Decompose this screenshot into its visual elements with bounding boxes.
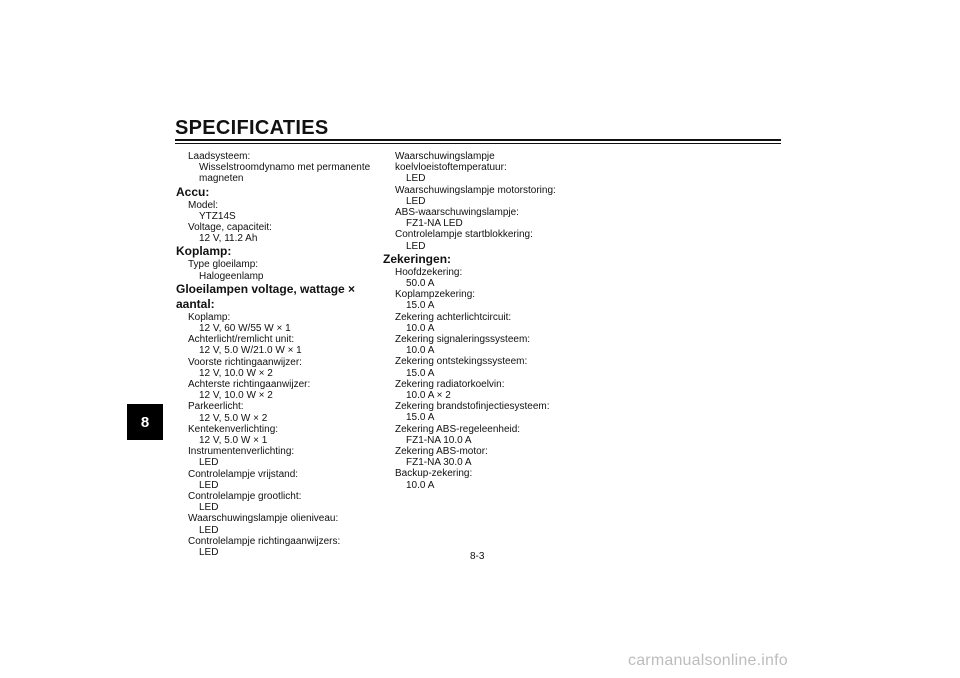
spec-label: Zekering signaleringssysteem: <box>395 334 531 346</box>
spec-value: 10.0 A <box>406 345 435 357</box>
spec-value: 15.0 A <box>406 300 435 312</box>
spec-value: LED <box>406 173 426 185</box>
spec-label: Voltage, capaciteit: <box>188 222 272 234</box>
spec-section: Gloeilampen voltage, wattage × aantal: <box>176 281 356 311</box>
spec-value: LED <box>199 524 219 536</box>
spec-label: Koplampzekering: <box>395 289 476 301</box>
spec-label: ABS-waarschuwingslampje: <box>395 207 519 219</box>
spec-value: 12 V, 5.0 W/21.0 W × 1 <box>199 345 302 357</box>
spec-label: Instrumentenverlichting: <box>188 446 295 458</box>
spec-label: Type gloeilamp: <box>188 259 259 271</box>
spec-value: LED <box>199 457 219 469</box>
spec-label: Achterlicht/remlicht unit: <box>188 334 295 346</box>
spec-label: Controlelampje startblokkering: <box>395 229 533 241</box>
spec-label: Zekering radiatorkoelvin: <box>395 378 505 390</box>
spec-section: Accu: <box>176 184 210 199</box>
page-title: SPECIFICATIES <box>175 117 329 139</box>
spec-label: Waarschuwingslampje <box>395 151 495 162</box>
spec-value: 12 V, 11.2 Ah <box>199 233 258 245</box>
chapter-tab <box>127 404 163 440</box>
chapter-tab-number: 8 <box>140 413 150 431</box>
spec-value: 10.0 A <box>406 479 435 491</box>
spec-label: Model: <box>188 199 219 211</box>
spec-value: LED <box>406 195 426 207</box>
page-number: 8-3 <box>470 551 485 562</box>
spec-section: Zekeringen: <box>383 251 452 266</box>
title-rule-thick <box>175 139 781 141</box>
spec-label: Zekering ABS-regeleenheid: <box>395 423 521 435</box>
spec-column-right <box>383 151 583 491</box>
spec-value: FZ1-NA LED <box>406 218 463 230</box>
spec-value: magneten <box>199 173 244 185</box>
spec-label: Parkeerlicht: <box>188 401 244 413</box>
spec-label: Zekering achterlichtcircuit: <box>395 311 512 323</box>
watermark: carmanualsonline.info <box>628 652 788 669</box>
spec-value: 50.0 A <box>406 278 435 290</box>
spec-label: Zekering ontstekingssysteem: <box>395 356 528 368</box>
spec-value: LED <box>199 547 219 559</box>
spec-value: 10.0 A <box>406 322 435 334</box>
spec-value: 12 V, 5.0 W × 2 <box>199 412 268 424</box>
spec-label: Waarschuwingslampje motorstoring: <box>395 184 556 196</box>
spec-value: LED <box>199 479 219 491</box>
spec-column-left <box>176 151 376 558</box>
spec-value: 15.0 A <box>406 412 435 424</box>
spec-label: Zekering brandstofinjectiesysteem: <box>395 401 550 413</box>
spec-value: 12 V, 60 W/55 W × 1 <box>199 323 291 335</box>
spec-value: 10.0 A × 2 <box>406 390 451 402</box>
spec-section: Koplamp: <box>176 244 232 259</box>
spec-value: 12 V, 10.0 W × 2 <box>199 367 273 379</box>
spec-value: 12 V, 10.0 W × 2 <box>199 390 273 402</box>
spec-value: LED <box>406 240 426 252</box>
spec-label: Laadsysteem: <box>188 151 251 162</box>
spec-value: FZ1-NA 10.0 A <box>406 434 472 446</box>
spec-label: Controlelampje grootlicht: <box>188 491 302 503</box>
spec-value: FZ1-NA 30.0 A <box>406 457 472 469</box>
spec-value: Wisselstroomdynamo met permanente <box>199 162 371 174</box>
spec-value: 15.0 A <box>406 367 435 379</box>
spec-label: Controlelampje vrijstand: <box>188 468 299 480</box>
spec-label: Hoofdzekering: <box>395 266 463 278</box>
spec-value: LED <box>199 502 219 514</box>
spec-label: Controlelampje richtingaanwijzers: <box>188 535 341 547</box>
spec-label: Achterste richtingaanwijzer: <box>188 379 311 391</box>
spec-value: YTZ14S <box>199 210 236 222</box>
spec-label: Waarschuwingslampje olieniveau: <box>188 513 339 525</box>
spec-label: Voorste richtingaanwijzer: <box>188 356 302 368</box>
spec-value: 12 V, 5.0 W × 1 <box>199 435 268 447</box>
spec-label: Zekering ABS-motor: <box>395 446 488 458</box>
spec-label: koelvloeistoftemperatuur: <box>395 162 507 174</box>
spec-label: Koplamp: <box>188 311 231 323</box>
spec-label: Backup-zekering: <box>395 468 473 480</box>
title-rule-thin <box>175 143 781 144</box>
spec-value: Halogeenlamp <box>199 270 264 282</box>
spec-label: Kentekenverlichting: <box>188 423 279 435</box>
